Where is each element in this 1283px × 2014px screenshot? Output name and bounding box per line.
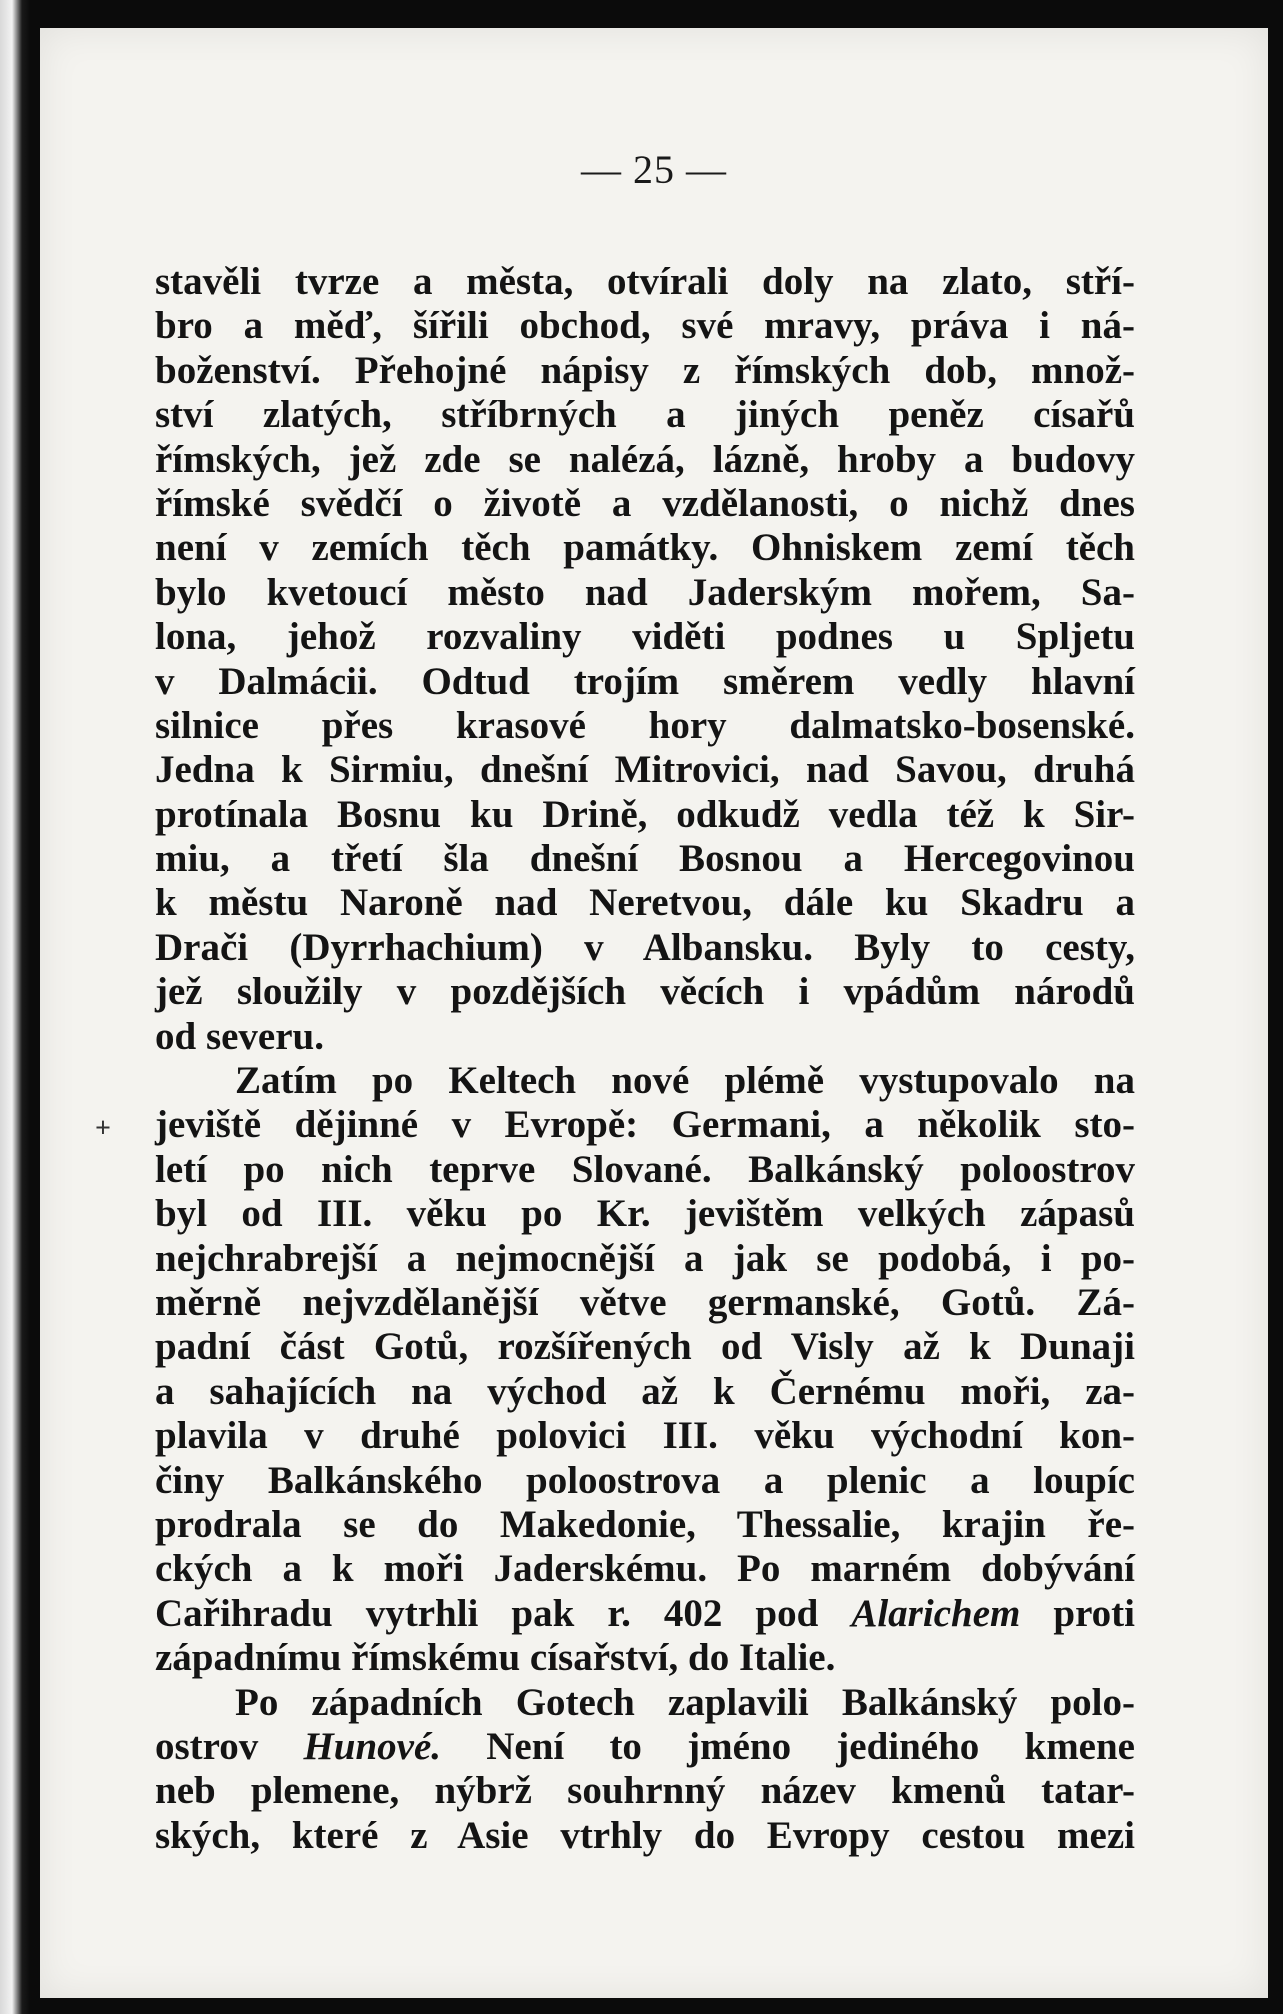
text-line: bro a měď, šířili obchod, své mravy, práva i ná- bbox=[155, 304, 1135, 348]
italic-name: Hunové. bbox=[303, 1724, 442, 1768]
line-text-after: proti bbox=[1020, 1591, 1135, 1635]
text-line: Jedna k Sirmiu, dnešní Mitrovici, nad Savou, druhá bbox=[155, 748, 1135, 792]
text-line-with-italic bbox=[155, 1592, 1135, 1636]
book-page bbox=[40, 28, 1268, 1998]
text-line: silnice přes krasové hory dalmatsko-bosenské. bbox=[155, 703, 1135, 747]
italic-name: Alarichem bbox=[851, 1591, 1021, 1635]
text-line: činy Balkánského poloostrova a plenic a loupíc bbox=[155, 1458, 1135, 1502]
text-line: ských, které z Asie vtrhly do Evropy cestou mezi bbox=[155, 1813, 1135, 1857]
text-line: jeviště dějinné v Evropě: Germani, a několik sto- bbox=[155, 1103, 1135, 1147]
body-text bbox=[155, 260, 1135, 1858]
margin-pencil-mark: + bbox=[95, 1113, 111, 1144]
line-text: Není to jméno jediného kmene bbox=[441, 1724, 1135, 1768]
paragraph-start-line: Zatím po Keltech nové plémě vystupovalo na bbox=[235, 1059, 1135, 1103]
paragraph-end-line: západnímu římskému císařství, do Italie. bbox=[155, 1636, 836, 1680]
text-line: ckých a k moři Jaderskému. Po marném dobývání bbox=[155, 1547, 1135, 1591]
text-line: plavila v druhé polovici III. věku východní kon- bbox=[155, 1414, 1135, 1458]
line-text-before: ostrov bbox=[155, 1724, 304, 1768]
text-line: boženství. Přehojné nápisy z římských dob, množ- bbox=[155, 348, 1135, 392]
text-line: bylo kvetoucí město nad Jaderským mořem, Sa- bbox=[155, 570, 1135, 614]
text-line: jež sloužily v pozdějších věcích i vpádům národů bbox=[155, 970, 1135, 1014]
text-line: prodrala se do Makedonie, Thessalie, krajin ře- bbox=[155, 1502, 1135, 1546]
text-line: stavěli tvrze a města, otvírali doly na zlato, stří- bbox=[155, 260, 1135, 303]
text-line: byl od III. věku po Kr. jevištěm velkých zápasů bbox=[155, 1192, 1135, 1236]
text-line: neb plemene, nýbrž souhrnný název kmenů tatar- bbox=[155, 1769, 1135, 1813]
page-number: — 25 — bbox=[581, 147, 727, 192]
text-line: a sahajících na východ až k Černému moři, za- bbox=[155, 1369, 1135, 1413]
text-line: lona, jehož rozvaliny viděti podnes u Spljetu bbox=[155, 615, 1135, 659]
scan-edge bbox=[0, 0, 30, 2014]
text-line: letí po nich teprve Slované. Balkánský poloostrov bbox=[155, 1147, 1135, 1191]
text-line: miu, a třetí šla dnešní Bosnou a Hercegovinou bbox=[155, 837, 1135, 881]
text-line: padní část Gotů, rozšířených od Visly až k Dunaji bbox=[155, 1325, 1135, 1369]
text-line: ství zlatých, stříbrných a jiných peněz císařů bbox=[155, 393, 1135, 437]
text-line: k městu Naroně nad Neretvou, dále ku Skadru a bbox=[155, 881, 1135, 925]
text-line: římských, jež zde se nalézá, lázně, hroby a budovy bbox=[155, 437, 1135, 481]
text-line: není v zemích těch památky. Ohniskem zemí těch bbox=[155, 526, 1135, 570]
paragraph-start-line: Po západních Gotech zaplavili Balkánský polo- bbox=[235, 1680, 1135, 1724]
text-line: Drači (Dyrrhachium) v Albansku. Byly to cesty, bbox=[155, 925, 1135, 969]
text-line: nejchrabrejší a nejmocnější a jak se podobá, i po- bbox=[155, 1236, 1135, 1280]
text-line: v Dalmácii. Odtud trojím směrem vedly hlavní bbox=[155, 659, 1135, 703]
paragraph-end-line: od severu. bbox=[155, 1014, 324, 1058]
text-line: římské svědčí o životě a vzdělanosti, o nichž dnes bbox=[155, 481, 1135, 525]
line-text: Cařihradu vytrhli pak r. 402 pod bbox=[155, 1591, 819, 1635]
text-line: měrně nejvzdělanější větve germanské, Gotů. Zá- bbox=[155, 1280, 1135, 1324]
text-line: protínala Bosnu ku Drině, odkudž vedla též k Sir- bbox=[155, 792, 1135, 836]
text-line-with-italic bbox=[155, 1725, 1135, 1769]
